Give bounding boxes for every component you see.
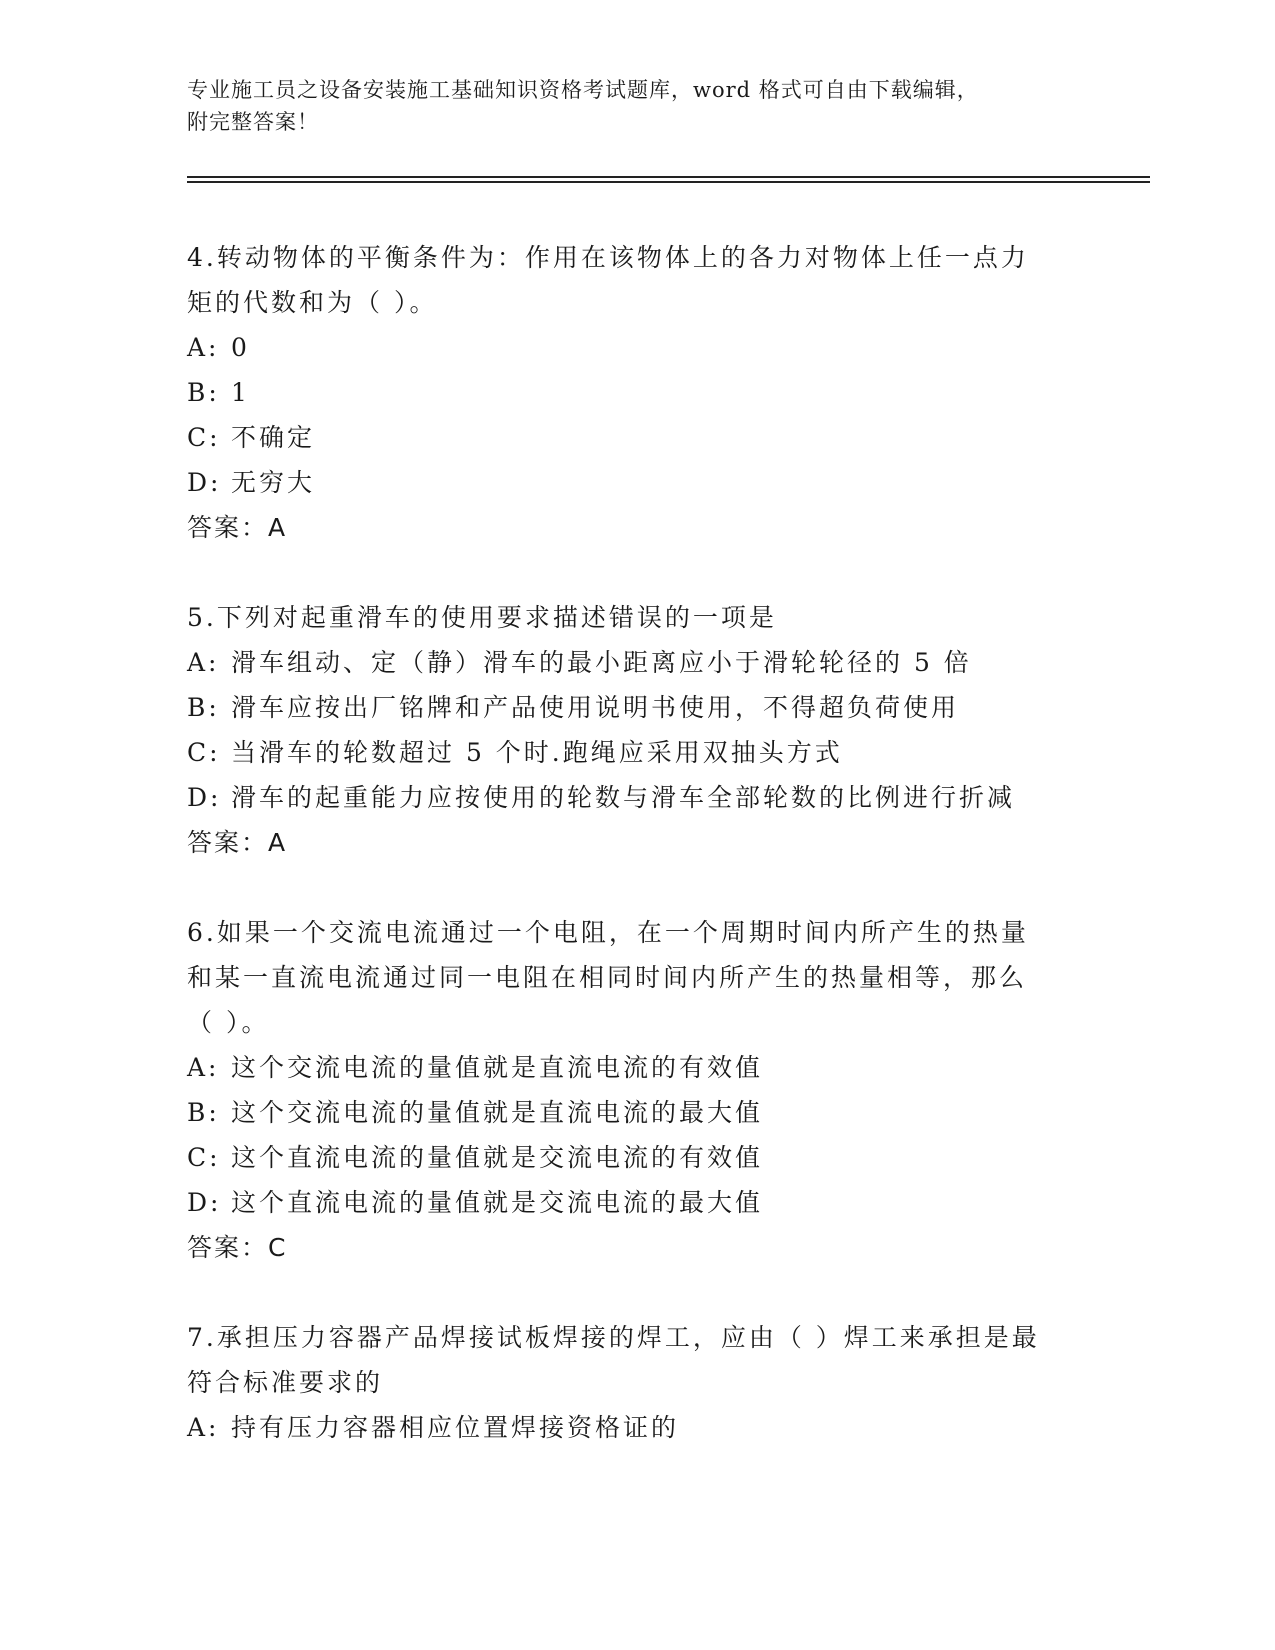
option-text: 不确定 xyxy=(231,423,316,452)
option-c xyxy=(187,730,1087,775)
option-text: 持有压力容器相应位置焊接资格证的 xyxy=(231,1413,680,1442)
answer-line: 答案：A xyxy=(187,513,288,542)
option-key: D: xyxy=(187,783,222,812)
question-spacer xyxy=(187,865,1087,910)
answer-line: 答案：A xyxy=(187,828,288,857)
option-key: D: xyxy=(187,468,222,497)
option-text: 0 xyxy=(231,333,250,362)
header-line-1: 专业施工员之设备安装施工基础知识资格考试题库，word 格式可自由下载编辑， xyxy=(187,78,979,102)
option-text: 滑车的起重能力应按使用的轮数与滑车全部轮数的比例进行折减 xyxy=(231,783,1016,812)
option-key: A: xyxy=(187,1413,220,1442)
option-b xyxy=(187,1090,1087,1135)
option-text: 这个直流电流的量值就是交流电流的最大值 xyxy=(231,1188,764,1217)
option-text: 当滑车的轮数超过 5 个时.跑绳应采用双抽头方式 xyxy=(231,738,843,767)
question-stem-line: （ ）。 xyxy=(187,1008,270,1037)
option-d xyxy=(187,460,1087,505)
question-7 xyxy=(187,1315,1087,1450)
question-stem-line: 5.下列对起重滑车的使用要求描述错误的一项是 xyxy=(187,603,777,632)
option-key: A: xyxy=(187,1053,220,1082)
option-b xyxy=(187,685,1087,730)
option-c xyxy=(187,415,1087,460)
option-key: B: xyxy=(187,378,220,407)
option-text: 滑车应按出厂铭牌和产品使用说明书使用，不得超负荷使用 xyxy=(231,693,960,722)
option-text: 1 xyxy=(231,378,250,407)
option-key: C: xyxy=(187,738,221,767)
option-text: 这个交流电流的量值就是直流电流的有效值 xyxy=(231,1053,764,1082)
option-key: A: xyxy=(187,333,220,362)
question-stem-line: 4.转动物体的平衡条件为：作用在该物体上的各力对物体上任一点力 xyxy=(187,243,1029,272)
option-text: 这个直流电流的量值就是交流电流的有效值 xyxy=(231,1143,764,1172)
question-stem-line: 符合标准要求的 xyxy=(187,1368,384,1397)
option-key: C: xyxy=(187,1143,221,1172)
header-divider-bottom xyxy=(187,181,1150,183)
question-4 xyxy=(187,235,1087,550)
question-stem-line: 6.如果一个交流电流通过一个电阻，在一个周期时间内所产生的热量 xyxy=(187,918,1029,947)
option-a xyxy=(187,325,1087,370)
option-key: C: xyxy=(187,423,221,452)
option-text: 这个交流电流的量值就是直流电流的最大值 xyxy=(231,1098,764,1127)
answer-line: 答案：C xyxy=(187,1233,288,1262)
question-list xyxy=(187,235,1087,1450)
header-line-2: 附完整答案！ xyxy=(187,110,319,134)
option-key: A: xyxy=(187,648,220,677)
question-spacer xyxy=(187,550,1087,595)
question-stem-line: 7.承担压力容器产品焊接试板焊接的焊工，应由（ ）焊工来承担是最 xyxy=(187,1323,1040,1352)
option-c xyxy=(187,1135,1087,1180)
option-text: 无穷大 xyxy=(231,468,316,497)
option-d xyxy=(187,775,1087,820)
option-d xyxy=(187,1180,1087,1225)
option-key: D: xyxy=(187,1188,222,1217)
question-spacer xyxy=(187,1270,1087,1315)
question-stem-line: 和某一直流电流通过同一电阻在相同时间内所产生的热量相等，那么 xyxy=(187,963,1028,992)
option-b xyxy=(187,370,1087,415)
header-divider-top xyxy=(187,176,1150,178)
question-5 xyxy=(187,595,1087,865)
option-key: B: xyxy=(187,1098,220,1127)
document-header xyxy=(187,74,1087,138)
option-key: B: xyxy=(187,693,220,722)
question-6 xyxy=(187,910,1087,1270)
option-a xyxy=(187,1045,1087,1090)
option-a xyxy=(187,1405,1087,1450)
question-stem-line: 矩的代数和为（ ）。 xyxy=(187,288,438,317)
option-text: 滑车组动、定（静）滑车的最小距离应小于滑轮轮径的 5 倍 xyxy=(231,648,972,677)
option-a xyxy=(187,640,1087,685)
